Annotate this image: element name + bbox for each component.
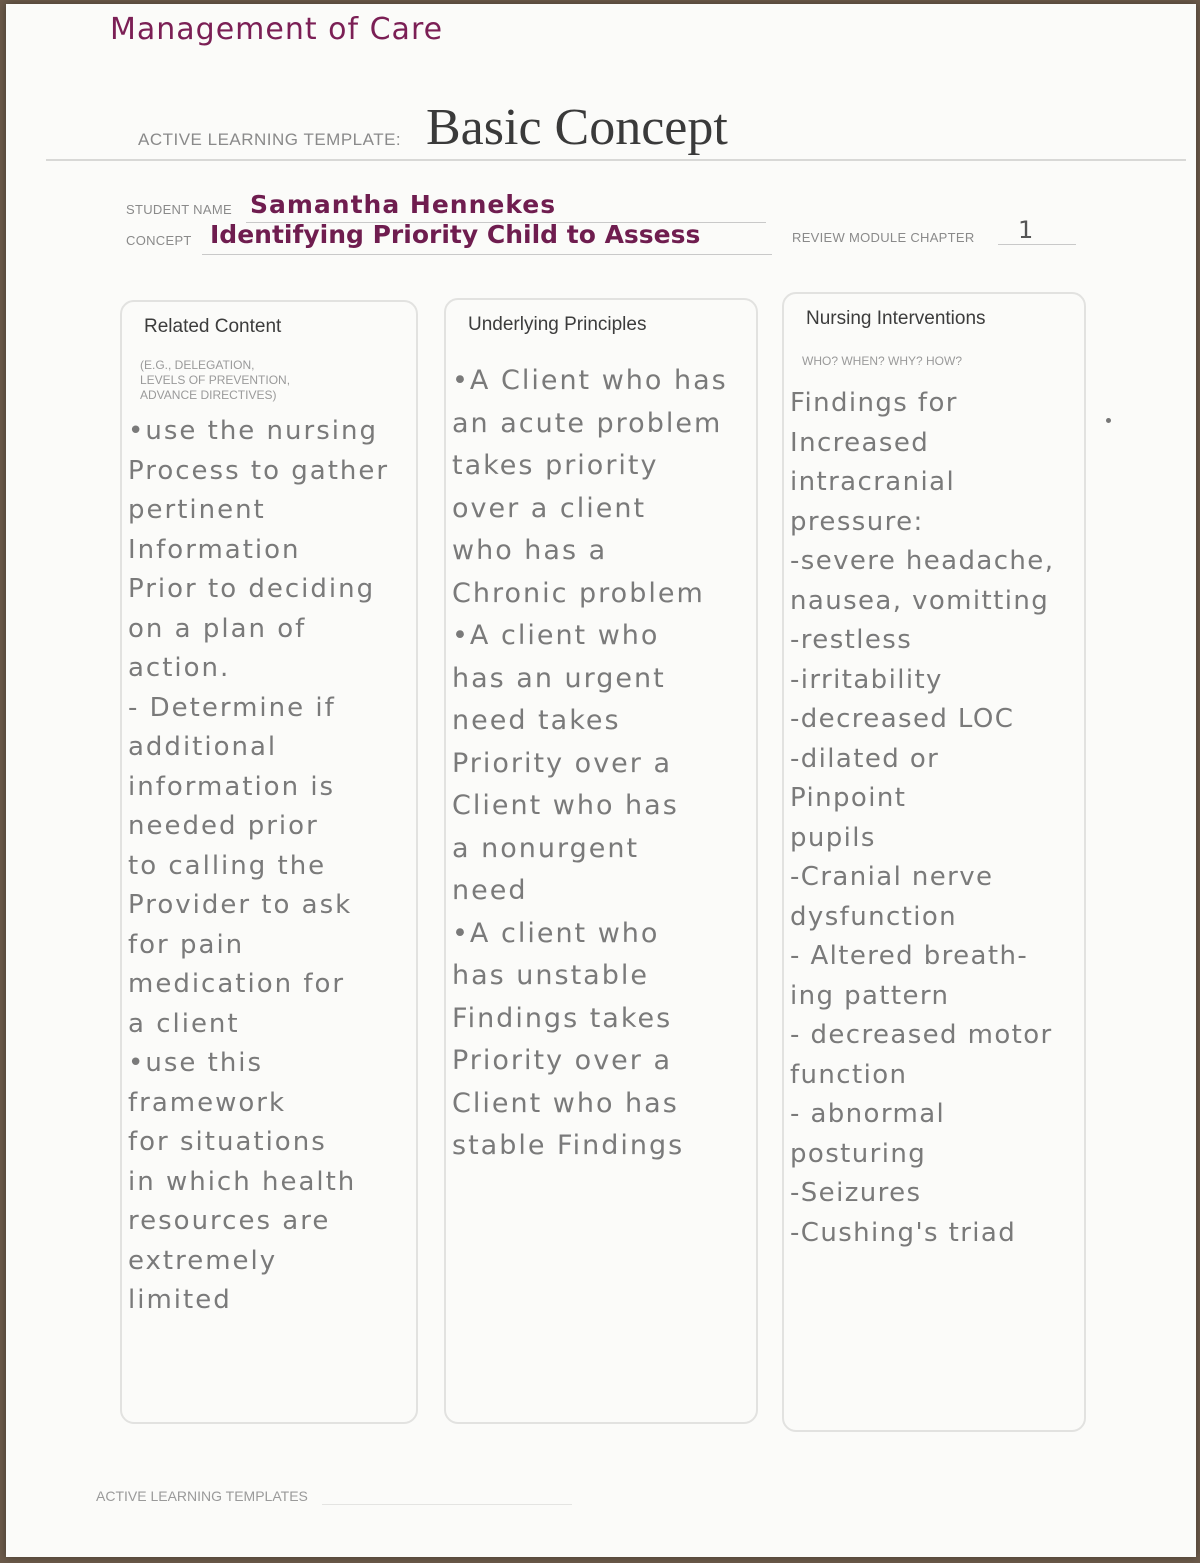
- underlying-principles-notes: •A Client who has an acute problem takes priority over a client who has a Chronic problem •A client who has an urgent need takes Priority over a Client who has a nonurgent need •A client who has unstable Findings takes Priority over a Client who has stable Findings: [452, 365, 728, 1161]
- review-module-chapter-label: REVIEW MODULE CHAPTER: [792, 230, 975, 245]
- template-label: ACTIVE LEARNING TEMPLATE:: [138, 130, 402, 149]
- handwritten-category: Management of Care: [110, 12, 444, 47]
- nursing-interventions-title: Nursing Interventions: [806, 308, 986, 329]
- nursing-interventions-notes: Findings for Increased intracranial pressure: -severe headache, nausea, vomitting -restless -irritability -decreased LOC -dilated or Pinpoint pupils -Cranial nerve dysfunction - Altered breath- ing pattern - decreased motor function - abnormal posturing -Seizures -Cushing's triad: [790, 388, 1055, 1248]
- student-name-value: Samantha Hennekes: [250, 190, 557, 219]
- stray-pencil-mark: [1106, 418, 1111, 423]
- related-content-subtitle: (E.G., DELEGATION, LEVELS OF PREVENTION, ADVANCE DIRECTIVES): [140, 358, 291, 402]
- review-module-chapter-value: 1: [1018, 216, 1034, 244]
- student-name-label: STUDENT NAME: [126, 202, 232, 217]
- concept-line: [202, 254, 772, 255]
- page-title: Basic Concept: [426, 99, 728, 156]
- worksheet-page: [6, 4, 1196, 1557]
- review-module-chapter-line: [998, 244, 1076, 245]
- nursing-interventions-box: [782, 292, 1086, 1432]
- footer-label: ACTIVE LEARNING TEMPLATES: [96, 1488, 308, 1504]
- concept-label: CONCEPT: [126, 233, 192, 248]
- underlying-principles-box: [444, 298, 758, 1424]
- concept-value: Identifying Priority Child to Assess: [210, 220, 701, 249]
- nursing-interventions-subtitle: WHO? WHEN? WHY? HOW?: [802, 354, 963, 368]
- related-content-box: [120, 300, 418, 1424]
- header-divider: [46, 159, 1186, 161]
- underlying-principles-title: Underlying Principles: [468, 314, 647, 335]
- related-content-notes: •use the nursing Process to gather pertinent Information Prior to deciding on a plan of action. - Determine if additional information is needed prior to calling the Provider to ask for pain medication for a client •use this framework for situations in which health resources are extremely limited: [128, 416, 390, 1315]
- related-content-title: Related Content: [144, 316, 282, 337]
- footer-divider: [322, 1504, 572, 1505]
